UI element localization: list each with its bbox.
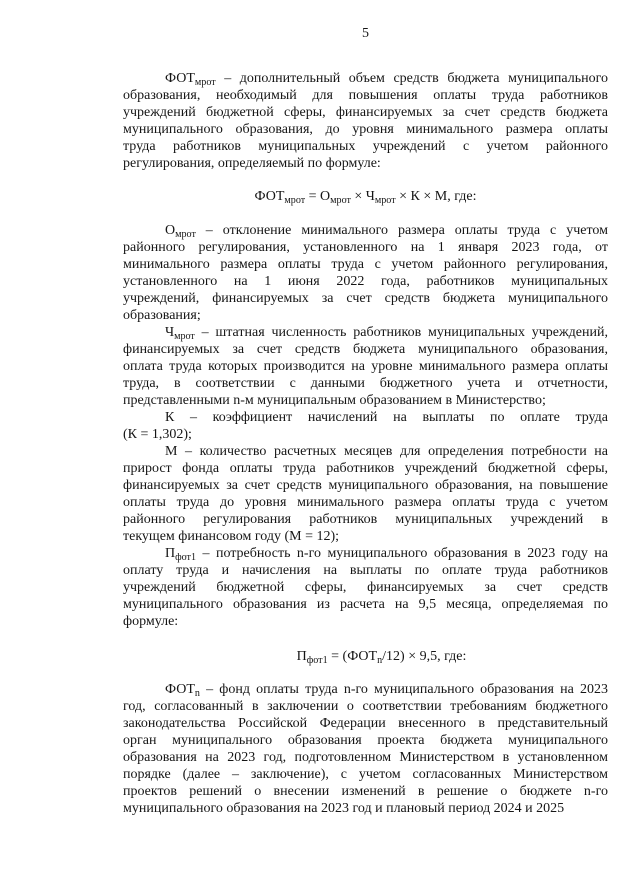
text-line: учреждений бюджетной сферы, финансируемых за счет средств бюджета bbox=[123, 105, 608, 120]
text-line: оплата труда которых производится на уровне минимального размера оплаты bbox=[123, 359, 608, 374]
formula-p-fot1 bbox=[123, 648, 608, 665]
variable-symbol: ФОТ bbox=[165, 682, 195, 697]
text-line: текущем финансовом году (М = 12); bbox=[123, 529, 340, 544]
variable-symbol: О bbox=[165, 223, 176, 238]
definition-o-mrot bbox=[123, 222, 608, 324]
text-line bbox=[123, 681, 608, 698]
definition-text: – штатная численность работников муниципальных учреждений, bbox=[194, 325, 608, 340]
text-line: установленного на 1 июня 2022 года, работников муниципальных bbox=[123, 274, 608, 289]
variable-subscript: мрот bbox=[174, 331, 195, 343]
definition-text: – дополнительный объем средств бюджета муниципального bbox=[215, 71, 608, 86]
formula-tail: /12) × 9,5, где: bbox=[382, 649, 467, 664]
text-line: муниципального образования на 2023 год и плановый период 2024 и 2025 bbox=[123, 801, 565, 816]
text-line: представленными n-м муниципальным образованием в Министерство; bbox=[123, 393, 546, 408]
formula-subscript: n bbox=[377, 655, 383, 667]
text-line bbox=[123, 222, 608, 239]
formula-subscript: мрот bbox=[284, 195, 306, 207]
formula-term: = (ФОТ bbox=[327, 649, 378, 664]
text-line: (К = 1,302); bbox=[123, 427, 192, 442]
text-line: регулирования, определяемый по формуле: bbox=[123, 156, 381, 171]
variable-subscript: мрот bbox=[175, 229, 196, 241]
text-line: районного регулирования работников муниципальных учреждений в bbox=[123, 512, 608, 527]
text-line bbox=[123, 70, 608, 87]
text-line bbox=[123, 545, 608, 562]
text-line bbox=[123, 324, 608, 341]
formula-subscript: мрот bbox=[374, 195, 396, 207]
text-line: образования, необходимый для повышения оплаты труда работников bbox=[123, 88, 608, 103]
variable-definitions bbox=[123, 222, 608, 630]
text-line: муниципального образования, до уровня минимального размера оплаты bbox=[123, 122, 608, 137]
text-line: порядке (далее – заключение), с учетом согласованных Министерством bbox=[123, 767, 608, 782]
formula-symbol: ФОТ bbox=[254, 189, 285, 204]
text-line: К – коэффициент начислений на выплаты по оплате труда bbox=[165, 410, 608, 425]
formula-subscript: мрот bbox=[330, 195, 351, 207]
text-line: прирост фонда оплаты труда работников учреждений бюджетной сферы, bbox=[123, 461, 608, 476]
text-line: учреждений бюджетной сферы, финансируемых за счет средств bbox=[123, 580, 608, 595]
text-line: оплату труда и начисления на выплаты по оплате труда работников bbox=[123, 563, 608, 578]
definition-text: – фонд оплаты труда n-го муниципального образования на 2023 bbox=[199, 682, 608, 697]
page-number: 5 bbox=[362, 26, 369, 41]
text-line: районного регулирования, установленного на 1 января 2023 года, от bbox=[123, 240, 608, 255]
formula-subscript: фот1 bbox=[306, 655, 328, 667]
variable-symbol: П bbox=[165, 546, 176, 561]
definition-m bbox=[123, 443, 608, 545]
text-line: орган муниципального образования проекта бюджета муниципального bbox=[123, 733, 608, 748]
variable-subscript: фот1 bbox=[175, 552, 197, 564]
definition-p-fot1 bbox=[123, 545, 608, 630]
text-line: законодательства Российской Федерации внесенного в представительный bbox=[123, 716, 608, 731]
definition-text: – потребность n-го муниципального образования в 2023 году на bbox=[196, 546, 608, 561]
variable-symbol: ФОТ bbox=[165, 71, 195, 86]
variable-symbol: Ч bbox=[165, 325, 175, 340]
text-line: финансируемых за счет средств бюджета муниципального образования, bbox=[123, 342, 608, 357]
text-line: М – количество расчетных месяцев для определения потребности на bbox=[165, 444, 608, 459]
text-line: год, согласованный в заключении о соответствии требованиям бюджетного bbox=[123, 699, 608, 714]
text-line: формуле: bbox=[123, 614, 179, 629]
definition-k bbox=[123, 409, 608, 443]
text-line: оплаты труда до уровня минимального размера оплаты труда с учетом bbox=[123, 495, 608, 510]
text-line: проектов решений о внесении изменений в решение о бюджете n-го bbox=[123, 784, 608, 799]
text-line: образования на 2023 год, подготовленном Министерством в установленном bbox=[123, 750, 608, 765]
variable-subscript: n bbox=[194, 688, 200, 700]
text-line: учреждений, финансируемых за счет средств бюджета муниципального bbox=[123, 291, 608, 306]
formula-fot-mrot bbox=[123, 188, 608, 205]
formula-tail: × К × М, где: bbox=[395, 189, 477, 204]
text-line: муниципального образования из расчета на 9,5 месяца, определяемая по bbox=[123, 597, 608, 612]
text-line: труда, в соответствии с данными бюджетного учета и отчетности, bbox=[123, 376, 608, 391]
definition-fot-mrot bbox=[123, 70, 608, 172]
text-line: финансируемых за счет средств муниципального образования, на повышение bbox=[123, 478, 608, 493]
variable-subscript: мрот bbox=[194, 77, 216, 89]
formula-term: = О bbox=[305, 189, 331, 204]
definition-ch-mrot bbox=[123, 324, 608, 409]
definition-fot-n bbox=[123, 681, 608, 817]
formula-term: × Ч bbox=[350, 189, 375, 204]
text-line: образования; bbox=[123, 308, 201, 323]
formula-symbol: П bbox=[296, 649, 307, 664]
text-line: труда работников муниципальных учреждений с учетом районного bbox=[123, 139, 608, 154]
definition-text: – отклонение минимального размера оплаты труда с учетом bbox=[195, 223, 608, 238]
text-line: минимального размера оплаты труда с учетом районного регулирования, bbox=[123, 257, 608, 272]
